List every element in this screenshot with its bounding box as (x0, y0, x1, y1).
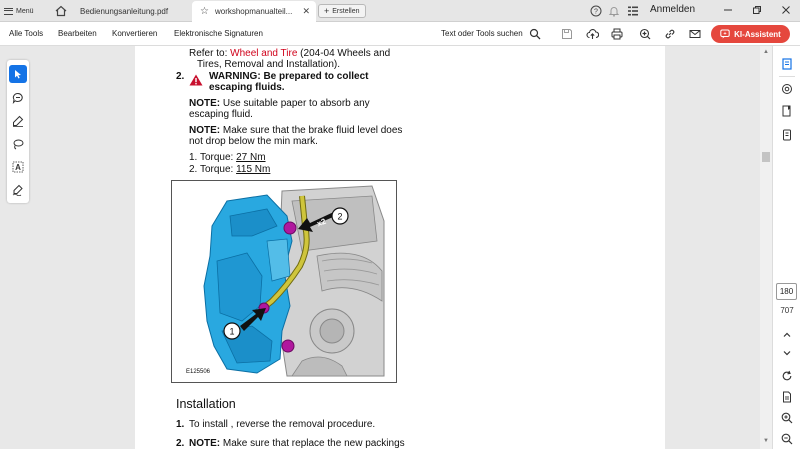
scroll-up-arrow-icon[interactable]: ▲ (763, 49, 769, 55)
scrollbar-thumb[interactable] (762, 152, 770, 162)
menu-button[interactable] (4, 4, 34, 18)
scroll-down-arrow-icon[interactable]: ▼ (763, 438, 769, 444)
ai-search-icon[interactable] (638, 27, 652, 41)
bell-icon[interactable] (607, 4, 621, 18)
signature-tool[interactable] (9, 181, 27, 199)
note-fluid-level: NOTE: Make sure that the brake fluid level does (189, 125, 403, 136)
attachments-panel-icon[interactable] (780, 128, 794, 142)
install-step-1-number: 1. (176, 419, 185, 430)
print-icon[interactable] (610, 27, 624, 41)
note-paper: NOTE: Use suitable paper to absorb any (189, 98, 370, 109)
text-select-icon (12, 161, 24, 173)
select-icon (13, 69, 23, 79)
torque-item-1: 1. Torque: 27 Nm (189, 152, 266, 163)
restore-icon[interactable] (750, 3, 764, 17)
refresh-icon[interactable] (780, 369, 794, 383)
link-icon[interactable] (663, 27, 677, 41)
tab-label: workshopmanualteil... (214, 7, 293, 16)
highlight-tool[interactable] (9, 112, 27, 130)
star-icon[interactable]: ☆ (200, 6, 209, 17)
search-tools-label[interactable]: Text oder Tools suchen (441, 29, 523, 38)
callout-x2-label: x2 (315, 216, 328, 229)
chevron-down-icon[interactable] (780, 346, 794, 360)
highlight-pen-icon (12, 115, 24, 127)
save-icon[interactable] (560, 27, 574, 41)
mail-icon[interactable] (688, 27, 702, 41)
cloud-upload-icon[interactable] (585, 27, 599, 41)
install-step-2: NOTE: Make sure that replace the new packings (189, 438, 405, 449)
installation-heading: Installation (176, 397, 236, 411)
note-fluid-level-2: not drop below the min mark. (189, 136, 318, 147)
ai-assistant-button[interactable] (711, 25, 790, 43)
comment-icon (12, 92, 24, 104)
svg-text:A: A (15, 163, 21, 172)
window-close-icon[interactable] (779, 3, 793, 17)
rail-divider (779, 76, 795, 77)
lasso-tool[interactable] (9, 135, 27, 153)
torque-value-1[interactable]: 27 Nm (236, 152, 266, 163)
comment-tool[interactable] (9, 89, 27, 107)
tab-bar (0, 0, 800, 22)
hamburger-icon (4, 8, 13, 15)
main-toolbar (0, 22, 800, 46)
zoom-out-icon[interactable] (780, 432, 794, 446)
signature-icon (12, 184, 24, 196)
refer-line-2: Tires, Removal and Installation). (197, 59, 341, 70)
step-number: 2. (176, 71, 185, 82)
install-step-2-number: 2. (176, 438, 185, 449)
apps-grid-icon[interactable] (626, 4, 640, 18)
tab-workshopmanual[interactable] (192, 1, 316, 22)
menu-e-signatures[interactable]: Elektronische Signaturen (174, 29, 263, 38)
install-step-1: To install , reverse the removal procedure. (189, 419, 376, 430)
warning-icon (189, 74, 203, 86)
new-tab-label: Erstellen (332, 7, 360, 15)
menu-convert[interactable]: Konvertieren (112, 29, 158, 38)
plus-icon: + (324, 6, 330, 16)
pages-panel-icon[interactable] (780, 57, 794, 71)
menu-all-tools[interactable]: Alle Tools (9, 29, 44, 38)
document-scroll-icon[interactable] (780, 390, 794, 404)
warning-text-2: escaping fluids. (209, 82, 285, 93)
ai-assistant-icon (720, 29, 730, 39)
figure-id: E125506 (186, 369, 211, 375)
search-icon[interactable] (528, 27, 542, 41)
warning-text: WARNING: Be prepared to collect (209, 71, 369, 82)
brake-caliper-figure (171, 180, 397, 383)
home-icon[interactable] (54, 4, 68, 18)
select-tool[interactable] (9, 65, 27, 83)
callout-1: 1 (229, 326, 235, 337)
bookmark-panel-icon[interactable] (780, 104, 794, 118)
ai-assistant-label: KI-Assistent (734, 29, 781, 39)
comment-panel-icon[interactable] (780, 82, 794, 96)
wheel-and-tire-link[interactable]: Wheel and Tire (230, 48, 298, 59)
total-pages: 707 (780, 306, 794, 315)
vertical-scrollbar[interactable] (760, 46, 772, 449)
tab-bedienungsanleitung[interactable] (72, 1, 190, 22)
new-tab-button[interactable] (318, 4, 366, 18)
help-icon[interactable] (589, 4, 603, 18)
refer-line: Refer to: Wheel and Tire (204-04 Wheels and (189, 48, 391, 59)
lasso-icon (12, 138, 24, 150)
quick-tools-panel (7, 60, 29, 203)
minimize-icon[interactable] (721, 3, 735, 17)
svg-text:?: ? (594, 8, 598, 16)
close-icon[interactable]: ✕ (302, 6, 310, 16)
zoom-in-icon[interactable] (780, 411, 794, 425)
menu-edit[interactable]: Bearbeiten (58, 29, 97, 38)
right-rail (772, 46, 800, 449)
menu-label: Menü (16, 7, 34, 15)
callout-2: 2 (337, 211, 343, 222)
torque-item-2: 2. Torque: 115 Nm (189, 164, 271, 175)
current-page-input[interactable]: 180 (776, 283, 797, 300)
brake-caliper-illustration (172, 181, 397, 383)
sign-in-button[interactable]: Anmelden (650, 4, 696, 15)
torque-value-2[interactable]: 115 Nm (236, 164, 271, 175)
note-paper-2: escaping fluid. (189, 109, 253, 120)
chevron-up-icon[interactable] (780, 328, 794, 342)
text-select-tool[interactable] (9, 158, 27, 176)
tab-label: Bedienungsanleitung.pdf (80, 7, 169, 16)
